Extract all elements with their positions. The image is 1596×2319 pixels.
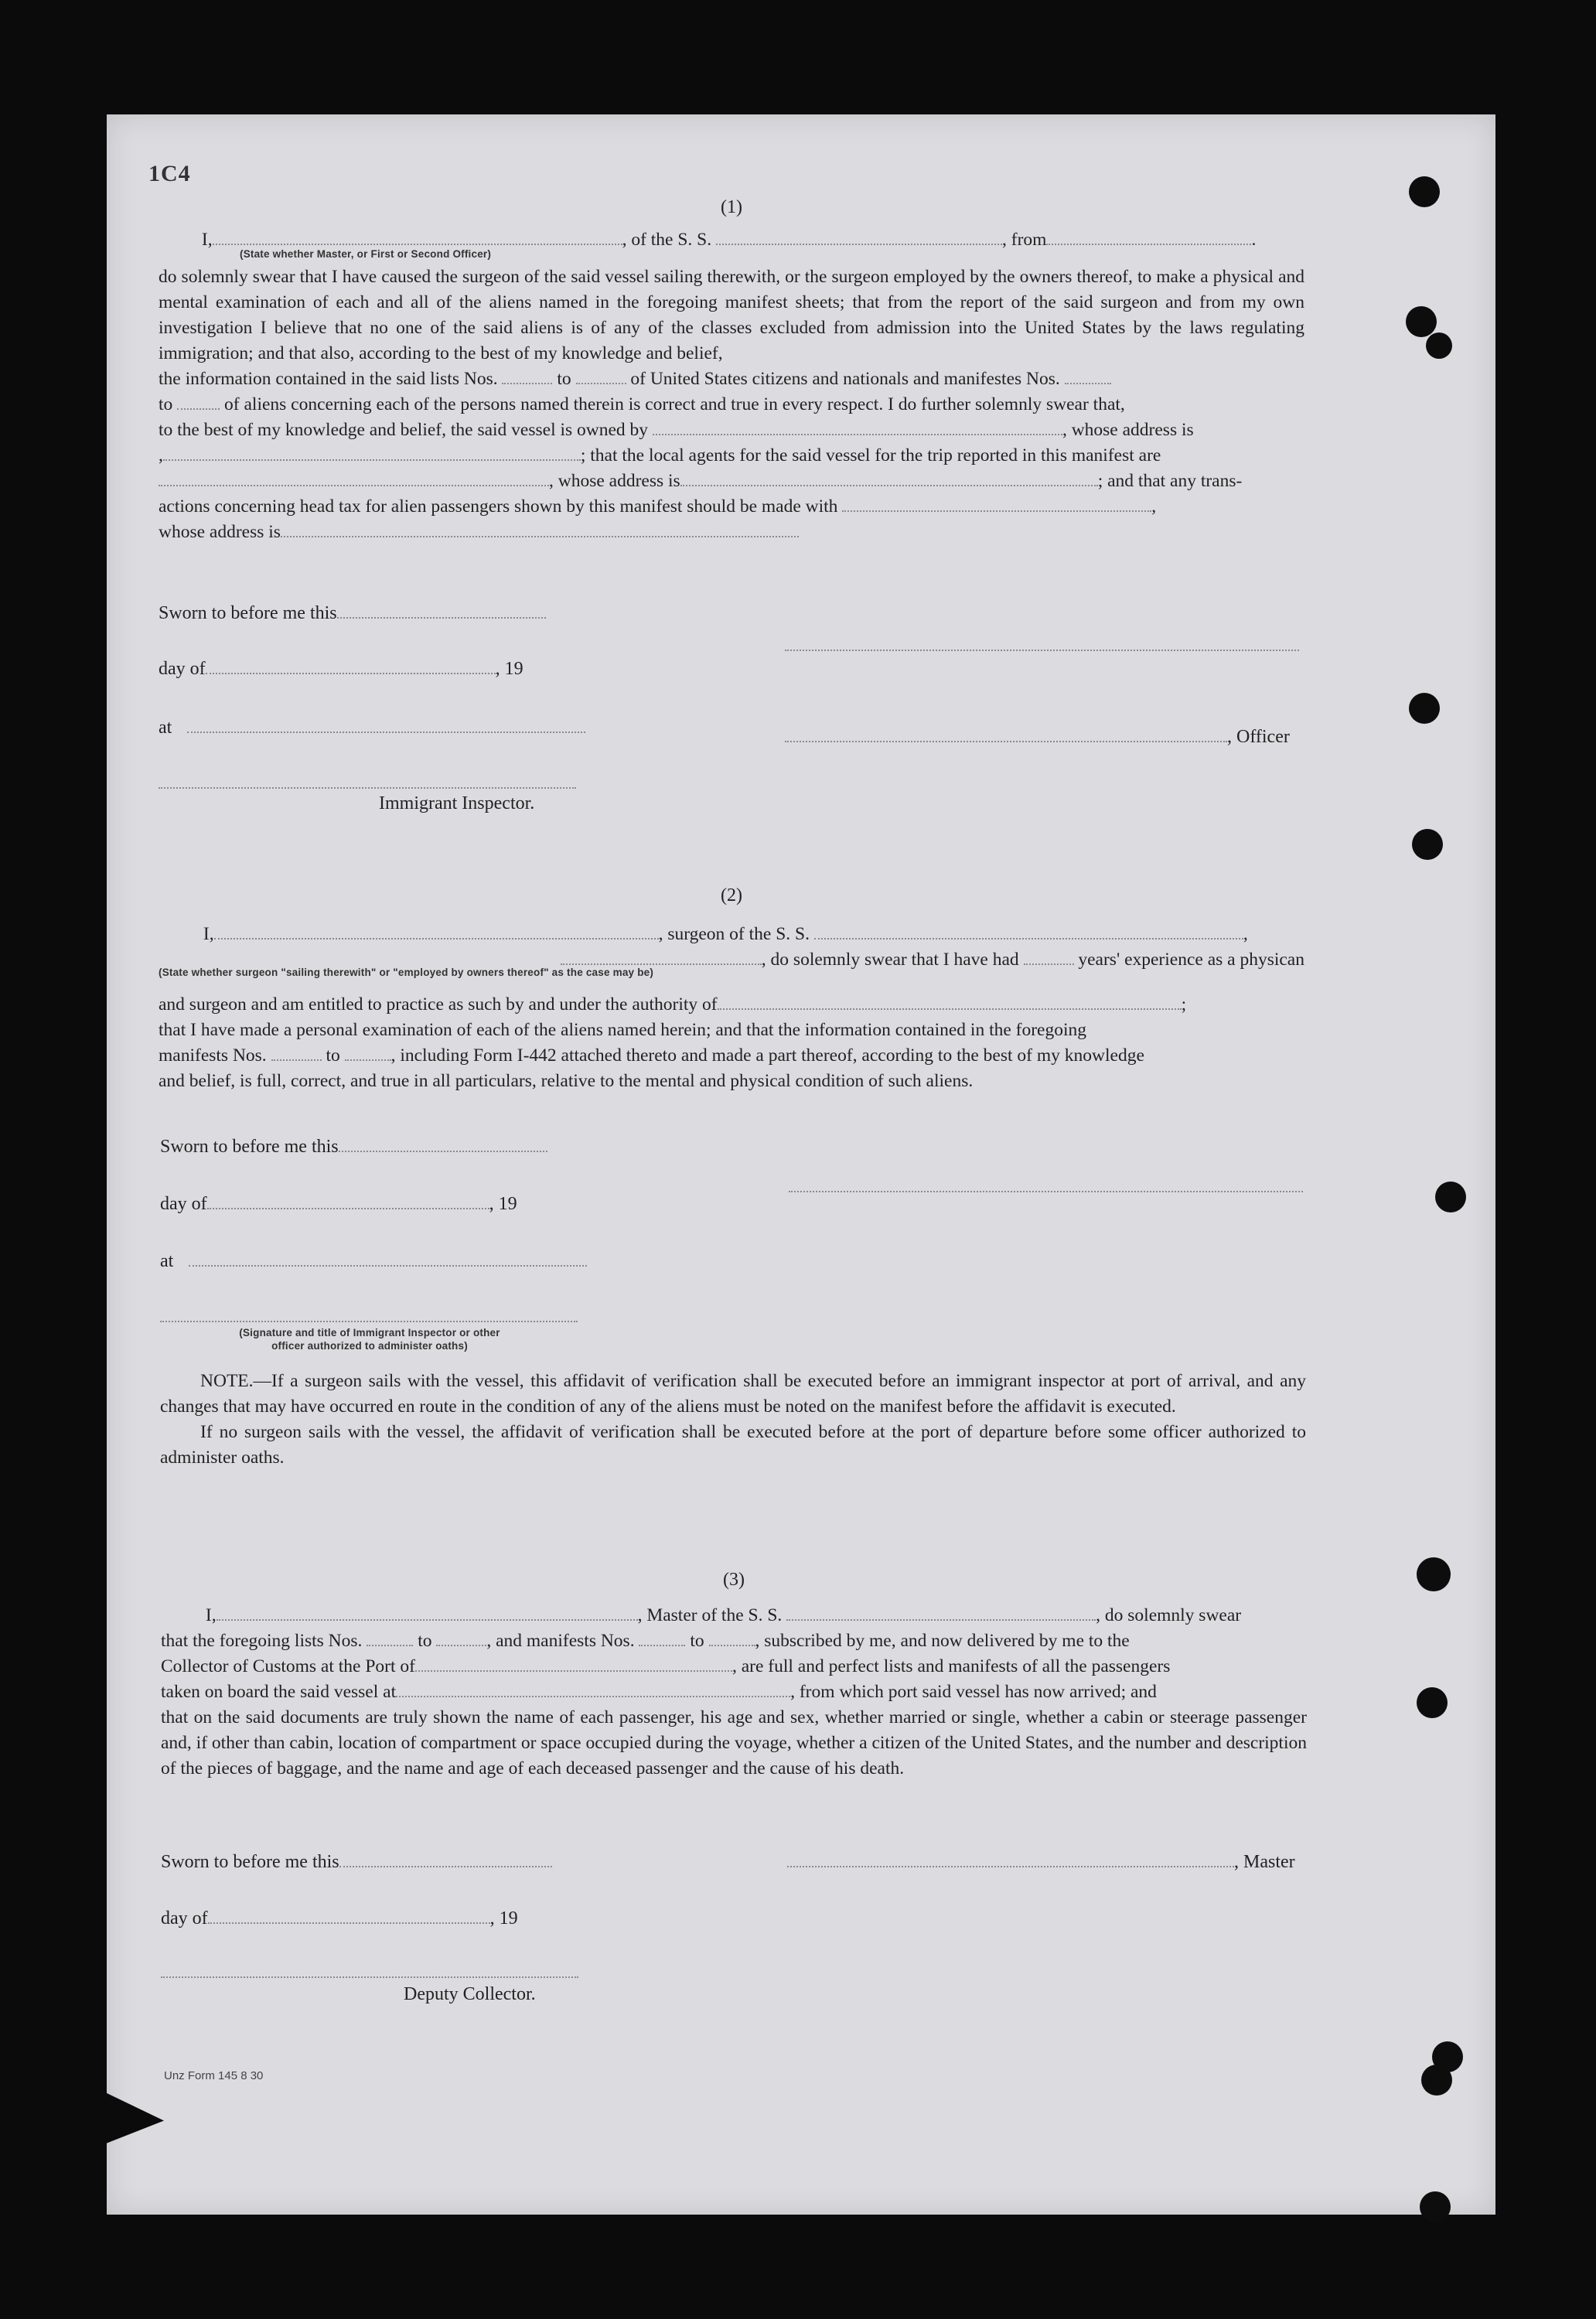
text: to xyxy=(418,1631,432,1651)
blank-field xyxy=(177,394,220,410)
text: , whose address is xyxy=(1062,420,1194,440)
binder-hole xyxy=(1412,829,1443,860)
officer-signature xyxy=(785,727,1290,748)
signature-line xyxy=(161,1976,578,1978)
blank-field xyxy=(1024,950,1074,965)
text: , from which port said vessel has now arrived; and xyxy=(790,1682,1157,1702)
binder-hole xyxy=(1406,306,1437,337)
text: I, xyxy=(201,230,213,250)
text: Sworn to before me this xyxy=(159,603,337,623)
oath-line xyxy=(159,494,1304,520)
blank-field xyxy=(785,727,1227,742)
signature-caption xyxy=(192,1326,547,1352)
section-number: (2) xyxy=(721,885,742,905)
signature-line xyxy=(159,787,576,789)
blank-field xyxy=(709,1631,755,1646)
text: , surgeon of the S. S. xyxy=(658,924,810,944)
blank-field xyxy=(271,1045,322,1061)
form-number: Unz Form 145 8 30 xyxy=(164,2069,264,2082)
text: at xyxy=(160,1251,174,1271)
binder-hole xyxy=(1435,1182,1466,1212)
text: ; xyxy=(1181,994,1187,1015)
text: , 19 xyxy=(495,659,523,679)
blank-field xyxy=(217,1605,638,1621)
oath-line xyxy=(161,1603,1307,1628)
blank-field xyxy=(787,1852,1234,1867)
section-2 xyxy=(159,885,1304,1094)
text: , 19 xyxy=(489,1908,518,1929)
text: of aliens concerning each of the persons named therein is correct and true in every respect. I do further solemnly swear that, xyxy=(224,394,1125,414)
oath-line xyxy=(159,922,1304,947)
blank-field xyxy=(214,924,659,940)
oath-line: and belief, is full, correct, and true in all particulars, relative to the mental and physical condition of such aliens. xyxy=(159,1071,974,1091)
oath-line xyxy=(159,392,1304,418)
blank-field xyxy=(639,1631,685,1646)
field-caption: (State whether surgeon "sailing therewith" or "employed by owners thereof" as the case may be) xyxy=(159,967,654,978)
text: , whose address is xyxy=(549,471,680,491)
text: manifests Nos. xyxy=(159,1045,267,1066)
inspector-title: Immigrant Inspector. xyxy=(379,793,535,813)
oath-line xyxy=(159,443,1304,469)
blank-field xyxy=(163,445,581,461)
place-line xyxy=(159,718,585,738)
field-caption: (State whether Master, or First or Second Officer) xyxy=(240,248,492,260)
blank-field xyxy=(189,1251,587,1267)
blank-field xyxy=(207,1194,489,1209)
text: the information contained in the said lists Nos. xyxy=(159,369,498,389)
collector-title: Deputy Collector. xyxy=(404,1984,536,2004)
binder-hole xyxy=(1426,333,1452,359)
oath-line: that I have made a personal examination of each of the aliens named herein; and that the information contained in the foregoing xyxy=(159,1020,1087,1040)
blank-field xyxy=(576,369,626,384)
date-line xyxy=(160,1194,517,1215)
text: I, xyxy=(205,1605,217,1625)
text: , 19 xyxy=(489,1194,517,1214)
text: I, xyxy=(203,924,214,944)
blank-field xyxy=(337,603,546,619)
text: . xyxy=(1251,230,1257,250)
section-number: (1) xyxy=(721,197,742,217)
oath-body: do solemnly swear that I have caused the surgeon of the said vessel sailing therewith, or the surgeon employed by the owners thereof, to make a physical and mental examination of each and all of the aliens named in the foregoing manifest sheets; that from the report of the said surgeon and from my own investigation I believe that no one of the said aliens is of any of the classes excluded from admission into the United States by the laws regulating immigration; and that also, according to the best of my knowledge and belief, xyxy=(159,267,1304,363)
oath-line xyxy=(159,469,1304,494)
binder-hole xyxy=(1421,2065,1452,2096)
corner-mark: 1C4 xyxy=(148,161,191,186)
section-3 xyxy=(161,1570,1307,1782)
text: , are full and perfect lists and manifests of all the passengers xyxy=(732,1656,1171,1676)
text: , xyxy=(1151,496,1157,517)
text: Collector of Customs at the Port of xyxy=(161,1656,415,1676)
text: and surgeon and am entitled to practice as such by and under the authority of xyxy=(159,994,718,1015)
note-paragraph: NOTE.—If a surgeon sails with the vessel, this affidavit of verification shall be executed before an immigrant inspector at port of arrival, and any changes that may have occurred en route in the condition of any of the aliens must be noted on the manifest before the affidavit is executed. xyxy=(160,1371,1306,1417)
text: to xyxy=(690,1631,704,1651)
sworn-line xyxy=(159,603,546,624)
blank-field xyxy=(208,1908,490,1924)
blank-field xyxy=(367,1631,413,1646)
text: , from xyxy=(1002,230,1047,250)
text: day of xyxy=(159,659,206,679)
caption-line-2: officer authorized to administer oaths) xyxy=(271,1340,468,1352)
blank-field xyxy=(716,230,1002,245)
text: , Officer xyxy=(1227,727,1290,747)
sworn-line xyxy=(160,1137,547,1158)
date-line xyxy=(159,659,523,680)
section-1 xyxy=(159,197,1304,545)
text: to xyxy=(159,394,173,414)
text: , and manifests Nos. xyxy=(486,1631,635,1651)
blank-field xyxy=(396,1682,790,1697)
text: taken on board the said vessel at xyxy=(161,1682,397,1702)
text: , xyxy=(1243,924,1248,944)
blank-field xyxy=(1065,369,1111,384)
blank-field xyxy=(718,994,1182,1010)
text: Sworn to before me this xyxy=(160,1137,339,1157)
text: , including Form I-442 attached thereto and made a part thereof, according to the best of my knowledge xyxy=(390,1045,1144,1066)
blank-field xyxy=(339,1137,547,1152)
oath-line xyxy=(161,1628,1307,1654)
text: , of the S. S. xyxy=(622,230,712,250)
paper-torn-corner xyxy=(102,2091,164,2145)
text: , Master xyxy=(1234,1852,1295,1872)
blank-field xyxy=(786,1605,1096,1621)
blank-field xyxy=(339,1852,552,1867)
blank-field xyxy=(502,369,552,384)
binder-hole xyxy=(1417,1687,1448,1718)
text: that the foregoing lists Nos. xyxy=(161,1631,363,1651)
text: ; that the local agents for the said vessel for the trip reported in this manifest are xyxy=(580,445,1161,466)
text: , xyxy=(159,445,163,466)
oath-line xyxy=(159,992,1304,1018)
blank-field xyxy=(159,471,549,486)
caption-line-1: (Signature and title of Immigrant Inspector or other xyxy=(239,1327,500,1339)
binder-hole xyxy=(1409,176,1440,207)
blank-field xyxy=(436,1631,486,1646)
blank-field xyxy=(842,496,1151,512)
section-number: (3) xyxy=(723,1570,745,1590)
signature-line xyxy=(785,650,1299,651)
text: Sworn to before me this xyxy=(161,1852,339,1872)
text: to the best of my knowledge and belief, the said vessel is owned by xyxy=(159,420,649,440)
blank-field xyxy=(281,522,799,537)
text: to xyxy=(557,369,571,389)
master-signature xyxy=(787,1852,1295,1873)
binder-hole xyxy=(1417,1557,1451,1591)
blank-field xyxy=(415,1656,732,1672)
note-block xyxy=(160,1369,1306,1471)
oath-line xyxy=(159,1043,1304,1069)
binder-hole xyxy=(1409,693,1440,724)
text: whose address is xyxy=(159,522,281,542)
blank-field xyxy=(345,1045,391,1061)
place-line xyxy=(160,1251,587,1272)
blank-field xyxy=(561,950,762,965)
oath-line xyxy=(159,418,1304,443)
signature-line xyxy=(160,1321,578,1322)
date-line xyxy=(161,1908,518,1929)
blank-field xyxy=(814,924,1243,940)
oath-line xyxy=(161,1654,1307,1680)
text: day of xyxy=(161,1908,208,1929)
blank-field xyxy=(213,230,622,245)
sworn-line xyxy=(161,1852,552,1873)
oath-line xyxy=(159,520,1304,545)
blank-field xyxy=(187,718,585,733)
blank-field xyxy=(680,471,1098,486)
text: , do solemnly swear xyxy=(1096,1605,1242,1625)
binder-hole xyxy=(1420,2191,1451,2222)
blank-field xyxy=(653,420,1062,435)
blank-field xyxy=(206,659,496,674)
oath-line xyxy=(161,1680,1307,1705)
text: to xyxy=(326,1045,340,1066)
text: of United States citizens and nationals and manifestes Nos. xyxy=(630,369,1060,389)
note-paragraph: If no surgeon sails with the vessel, the affidavit of verification shall be executed before at the port of departure before some officer authorized to administer oaths. xyxy=(160,1422,1306,1468)
text: , Master of the S. S. xyxy=(637,1605,783,1625)
text: , subscribed by me, and now delivered by me to the xyxy=(755,1631,1130,1651)
oath-line xyxy=(159,367,1304,392)
oath-body: that on the said documents are truly shown the name of each passenger, his age and sex, whether married or single, whether a cabin or steerage passenger and, if other than cabin, location of compartment or space occupied during the voyage, whether a citizen of the United States, and the number and description of the pieces of baggage, and the name and age of each deceased passenger and the cause of his death. xyxy=(161,1707,1307,1778)
text: years' experience as a physican xyxy=(1078,950,1304,970)
signature-line xyxy=(789,1191,1303,1192)
text: , do solemnly swear that I have had xyxy=(761,950,1019,970)
text: day of xyxy=(160,1194,207,1214)
text: at xyxy=(159,718,172,738)
blank-field xyxy=(1046,230,1251,245)
text: ; and that any trans- xyxy=(1097,471,1243,491)
text: actions concerning head tax for alien passengers shown by this manifest should be made with xyxy=(159,496,838,517)
